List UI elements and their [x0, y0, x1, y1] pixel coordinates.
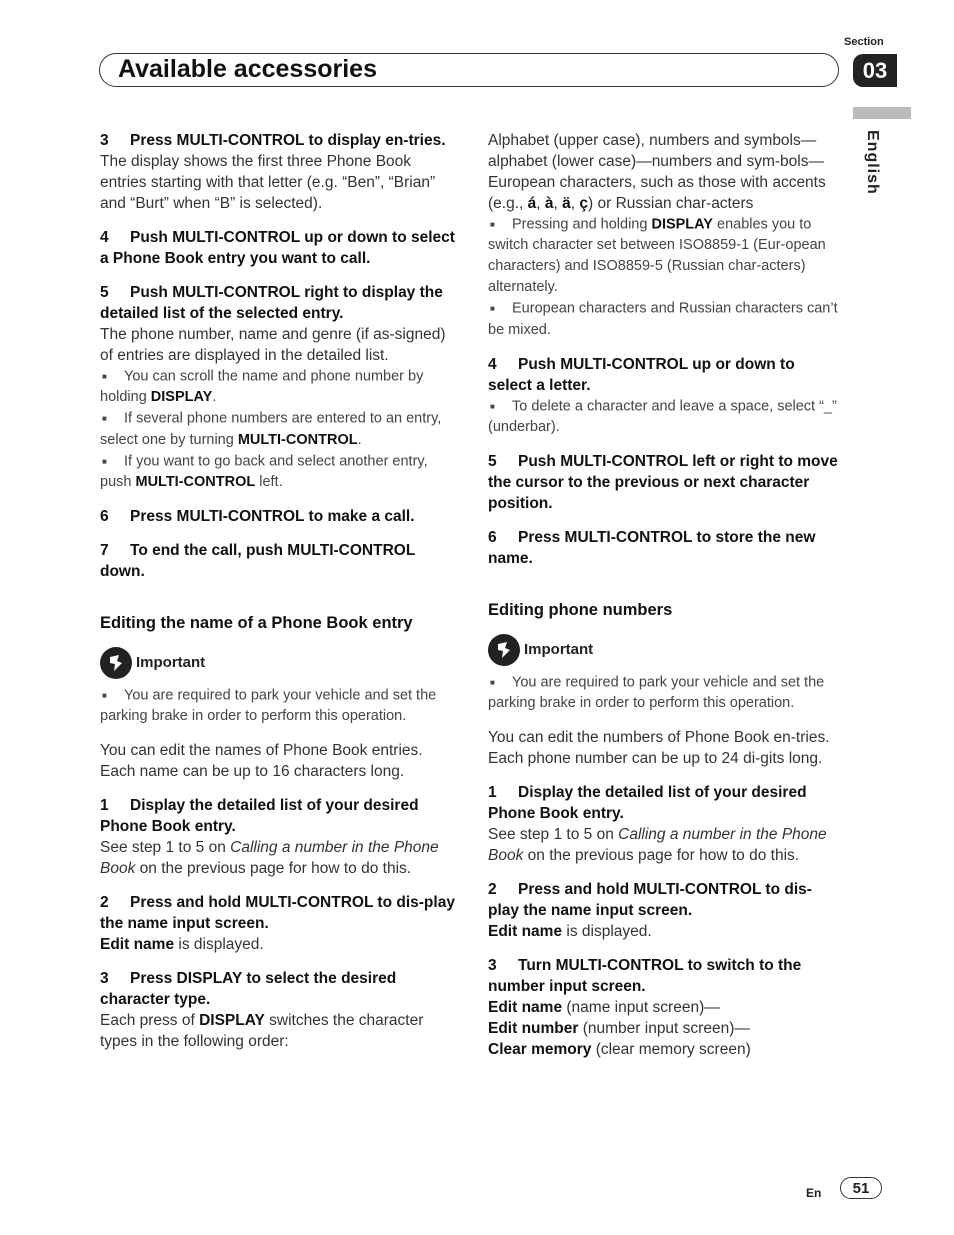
num-step-1-body: See step 1 to 5 on Calling a number in the Phone Book on the previous page for how to do this. [488, 826, 827, 865]
section-tab-bar [853, 107, 911, 119]
num-step-2: 2 Press and hold MULTI-CONTROL to dis-play the name input screen. [488, 881, 812, 920]
edit-step-2-body: Edit name is displayed. [100, 936, 264, 954]
step-4-letter: 4 Push MULTI-CONTROL up or down to select a letter. [488, 355, 795, 394]
step-5-cursor: 5 Push MULTI-CONTROL left or right to move the cursor to the previous or next character position. [488, 452, 838, 512]
edit-step-3-body: Each press of DISPLAY switches the character types in the following order: [100, 1012, 424, 1051]
char-order-text: Alphabet (upper case), numbers and symbols—alphabet (lower case)—numbers and sym-bols—European characters, such as those with accents (e.g., á, à, ä, ç) or Russian char-acters [488, 132, 826, 212]
step-5: 5 Push MULTI-CONTROL right to display the detailed list of the selected entry. [100, 284, 443, 322]
screen-list-2: Edit number (number input screen)— [488, 1020, 750, 1038]
intro-text-numbers: You can edit the numbers of Phone Book en-tries. Each phone number can be up to 24 di-gits long. [488, 729, 830, 768]
num-step-1: 1 Display the detailed list of your desired Phone Book entry. [488, 784, 807, 823]
edit-step-1: 1 Display the detailed list of your desired Phone Book entry. [100, 797, 419, 836]
screen-list-1: Edit name (name input screen)— [488, 999, 720, 1017]
note-scroll: ■ You can scroll the name and phone number by holding DISPLAY. [100, 366, 456, 408]
important-body-numbers: ■ You are required to park your vehicle and set the parking brake in order to perform this operation. [488, 672, 840, 714]
subsection-title: Editing the name of a Phone Book entry [100, 613, 413, 632]
intro-text: You can edit the names of Phone Book entries. Each name can be up to 16 characters long. [100, 742, 423, 781]
num-step-2-body: Edit name is displayed. [488, 923, 652, 941]
important-icon [100, 647, 132, 679]
important-header-numbers: Important [488, 634, 840, 666]
left-column [100, 130, 456, 1052]
note-charset: ■ Pressing and holding DISPLAY enables you to switch character set between ISO8859-1 (Eur-opean characters) and ISO8859-5 (Russian char-acters) alternately. [488, 214, 840, 298]
note-several-numbers: ■ If several phone numbers are entered to an entry, select one by turning MULTI-CONTROL. [100, 408, 456, 450]
note-delete: ■ To delete a character and leave a space, select “_” (underbar). [488, 396, 840, 438]
step-5-body: The phone number, name and genre (if as-signed) of entries are displayed in the detailed list. [100, 326, 446, 364]
note-no-mix: ■ European characters and Russian characters can’t be mixed. [488, 298, 840, 340]
section-number: 03 [853, 54, 897, 87]
right-column [488, 130, 840, 1060]
edit-step-1-body: See step 1 to 5 on Calling a number in the Phone Book on the previous page for how to do this. [100, 839, 439, 878]
important-header: Important [100, 647, 456, 679]
page-title: Available accessories [118, 55, 377, 83]
page-number: 51 [840, 1177, 882, 1199]
note-go-back: ■ If you want to go back and select another entry, push MULTI-CONTROL left. [100, 451, 456, 493]
step-3-body: The display shows the first three Phone Book entries starting with that letter (e.g. “Ben”, “Brian” and “Burt” when “B” is selected). [100, 153, 436, 212]
step-3: 3 Press MULTI-CONTROL to display en-tries. [100, 132, 446, 149]
step-4: 4 Push MULTI-CONTROL up or down to select a Phone Book entry you want to call. [100, 229, 455, 267]
step-6: 6 Press MULTI-CONTROL to make a call. [100, 507, 415, 525]
subsection-title-numbers: Editing phone numbers [488, 600, 673, 619]
screen-list-3: Clear memory (clear memory screen) [488, 1041, 751, 1059]
edit-step-3: 3 Press DISPLAY to select the desired character type. [100, 970, 397, 1009]
step-7: 7 To end the call, push MULTI-CONTROL down. [100, 541, 416, 580]
important-icon [488, 634, 520, 666]
language-tab: English [864, 130, 881, 195]
footer-language: En [806, 1186, 822, 1200]
step-6-store: 6 Press MULTI-CONTROL to store the new name. [488, 528, 816, 567]
important-body: ■ You are required to park your vehicle and set the parking brake in order to perform this operation. [100, 685, 456, 727]
section-label: Section [844, 36, 884, 48]
edit-step-2: 2 Press and hold MULTI-CONTROL to dis-play the name input screen. [100, 894, 455, 933]
num-step-3: 3 Turn MULTI-CONTROL to switch to the number input screen. [488, 957, 802, 996]
